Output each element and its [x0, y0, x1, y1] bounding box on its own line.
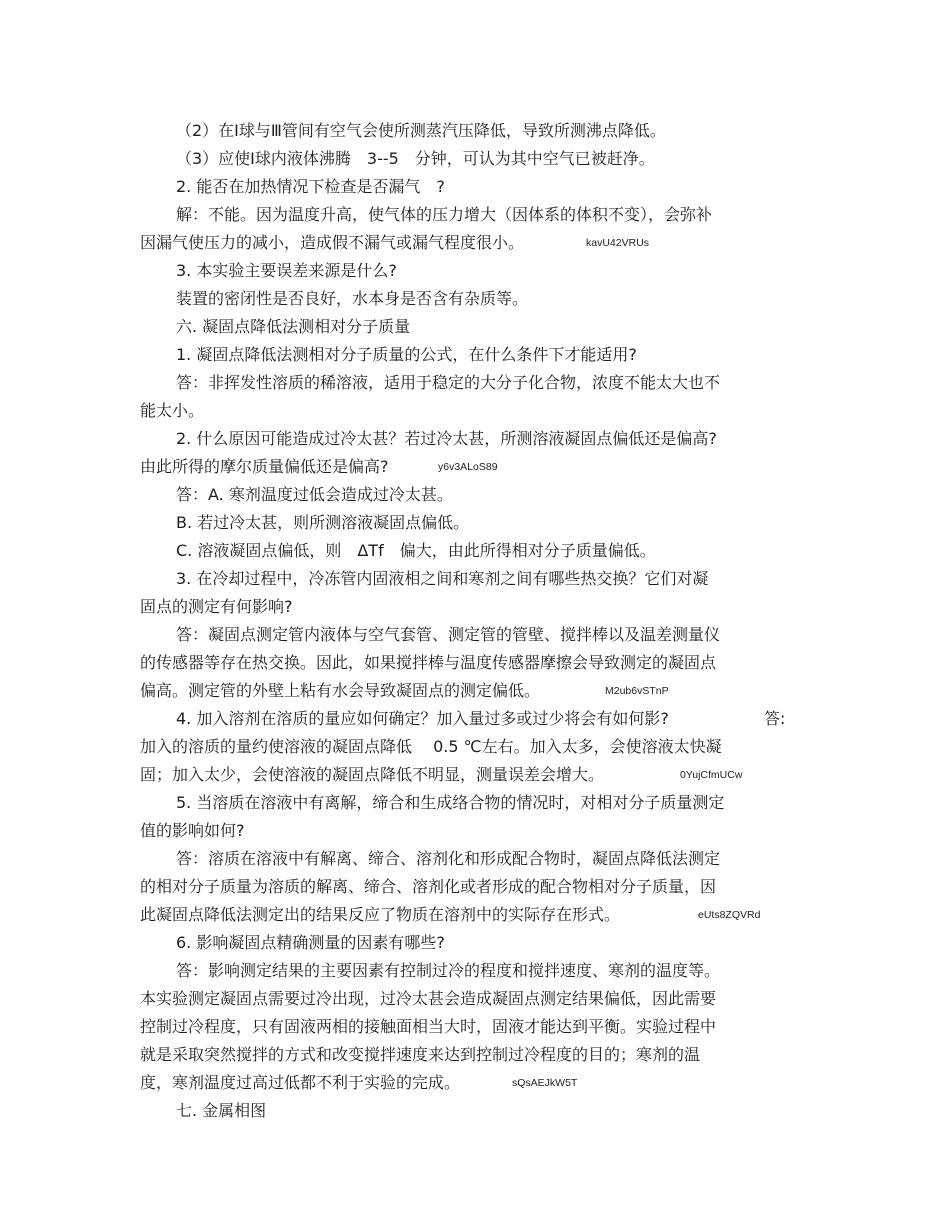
- doc-code: y6v3ALoS89: [438, 461, 498, 473]
- doc-code: eUts8ZQVRd: [698, 909, 761, 921]
- text-line: B. 若过冷太甚，则所测溶液凝固点偏低。: [176, 513, 470, 532]
- text-line: 的相对分子质量为溶质的解离、缔合、溶剂化或者形成的配合物相对分子质量，因: [140, 877, 717, 896]
- text-line: （3）应使Ⅰ球内液体沸腾 3--5 分钟，可认为其中空气已被赶净。: [176, 149, 655, 168]
- text-line: 的传感器等存在热交换。因此，如果搅拌棒与温度传感器摩擦会导致测定的凝固点: [140, 653, 717, 672]
- text-line: 答：影响测定结果的主要因素有控制过冷的程度和搅拌速度、寒剂的温度等。: [176, 961, 721, 980]
- text-line: 固点的测定有何影响?: [140, 597, 293, 616]
- question-heading: 6. 影响凝固点精确测量的因素有哪些?: [176, 933, 445, 952]
- text-line: 固；加入太少，会使溶液的凝固点降低不明显，测量误差会增大。: [140, 765, 605, 784]
- text-line: 由此所得的摩尔质量偏低还是偏高?: [140, 457, 389, 476]
- question-heading: 5. 当溶质在溶液中有离解，缔合和生成络合物的情况时，对相对分子质量测定: [176, 793, 725, 812]
- text-line: 加入的溶质的量约使溶液的凝固点降低 0.5 ℃左右。加入太多，会使溶液太快凝: [140, 737, 722, 756]
- text-line: 答：非挥发性溶质的稀溶液，适用于稳定的大分子化合物，浓度不能太大也不: [176, 373, 721, 392]
- text-line: 装置的密闭性是否良好，水本身是否含有杂质等。: [176, 289, 529, 308]
- question-heading: 3. 在冷却过程中，冷冻管内固液相之间和寒剂之间有哪些热交换？它们对凝: [176, 569, 709, 588]
- text-line: 因漏气使压力的减小，造成假不漏气或漏气程度很小。: [140, 233, 525, 252]
- text-line: 此凝固点降低法测定出的结果反应了物质在溶剂中的实际存在形式。: [140, 905, 621, 924]
- doc-code: 0YujCfmUCw: [680, 769, 743, 781]
- text-line: 度，寒剂温度过高过低都不利于实验的完成。: [140, 1073, 461, 1092]
- text-line: 答:: [764, 709, 786, 728]
- doc-code: sQsAEJkW5T: [512, 1077, 578, 1089]
- text-line: 答：凝固点测定管内液体与空气套管、测定管的管壁、搅拌棒以及温差测量仪: [176, 625, 721, 644]
- text-line: 答：A. 寒剂温度过低会造成过冷太甚。: [176, 485, 453, 504]
- doc-code: kavU42VRUs: [586, 237, 650, 249]
- text-line: C. 溶液凝固点偏低，则 ΔTf 偏大，由此所得相对分子质量偏低。: [176, 541, 656, 560]
- text-line: 答：溶质在溶液中有解离、缔合、溶剂化和形成配合物时，凝固点降低法测定: [176, 849, 721, 868]
- question-heading: 2. 能否在加热情况下检查是否漏气 ?: [176, 177, 445, 196]
- doc-code: M2ub6vSTnP: [605, 685, 669, 697]
- section-heading: 六. 凝固点降低法测相对分子质量: [176, 317, 411, 336]
- text-line: 值的影响如何?: [140, 821, 245, 840]
- text-line: 偏高。测定管的外壁上粘有水会导致凝固点的测定偏低。: [140, 681, 541, 700]
- text-line: 解：不能。因为温度升高，使气体的压力增大（因体系的体积不变），会弥补: [176, 205, 713, 224]
- text-line: 就是采取突然搅拌的方式和改变搅拌速度来达到控制过冷程度的目的；寒剂的温: [140, 1045, 701, 1064]
- text-line: 本实验测定凝固点需要过冷出现，过冷太甚会造成凝固点测定结果偏低，因此需要: [140, 989, 717, 1008]
- section-heading: 七. 金属相图: [176, 1101, 267, 1120]
- question-heading: 1. 凝固点降低法测相对分子质量的公式，在什么条件下才能适用?: [176, 345, 637, 364]
- text-line: 控制过冷程度，只有固液两相的接触面相当大时，固液才能达到平衡。实验过程中: [140, 1017, 717, 1036]
- text-line: （2）在Ⅰ球与Ⅲ管间有空气会使所测蒸汽压降低，导致所测沸点降低。: [176, 121, 666, 140]
- question-heading: 3. 本实验主要误差来源是什么?: [176, 261, 397, 280]
- text-line: 能太小。: [140, 401, 205, 420]
- question-heading: 2. 什么原因可能造成过冷太甚？若过冷太甚，所测溶液凝固点偏低还是偏高?: [176, 429, 717, 448]
- question-heading: 4. 加入溶剂在溶质的量应如何确定？加入量过多或过少将会有如何影?: [176, 709, 669, 728]
